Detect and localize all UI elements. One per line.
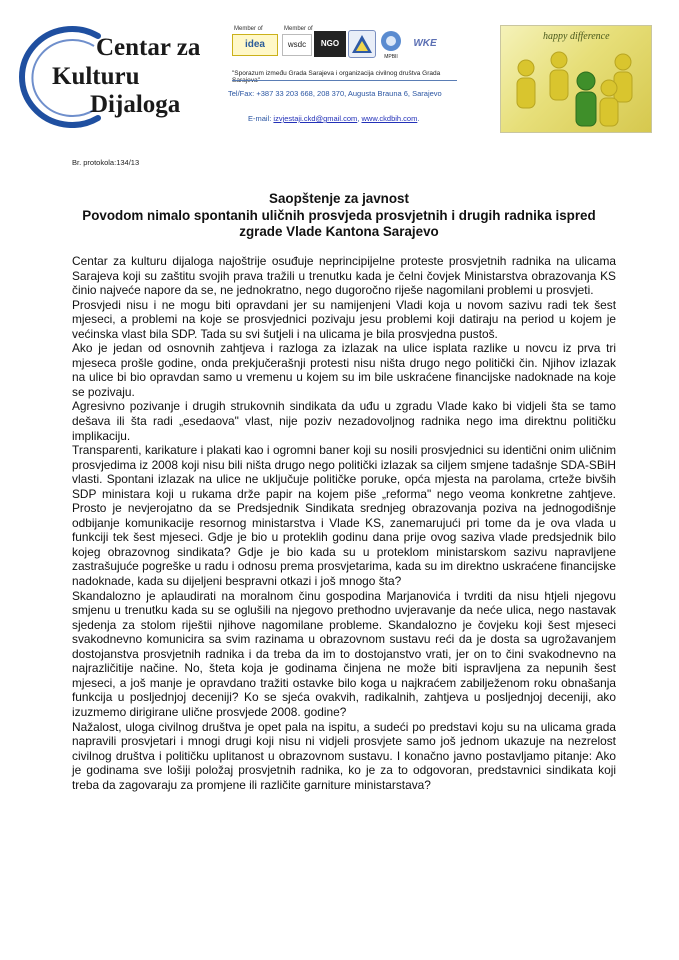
paragraph-3: Ako je jedan od osnovnih zahtjeva i razloga za izlazak na ulice isplata razlike u novcu iz prva tri mjeseca prošle godine, onda prekjučerašnji protesti nisu ništa drugo nego politički čin. Njihov izlazak na ulice bi bio opravdan samo u vremenu u kojem su im bile uskraćene financijske nadoknade na koje se pozivaju. bbox=[72, 341, 616, 399]
document-title bbox=[72, 191, 606, 241]
paragraph-6: Skandalozno je aplaudirati na moralnom činu gospodina Marjanovića i tvrditi da nisu htjeli njegovu smjenu u trenutku kada su se oglušili na njegovo prethodno uvjeravanje da neće ulica, nego nastavak sjedenja za stolom riještii njihove nagomilane probleme. Skandalozno je čovjeku koji šest mjeseci svakodnevno komunicira sa svim razinama u obrazovnom sustavu reći da je dosta sa ugrožavanjem dostojanstva prosvjetnih radnika i da treba da im to dostojanstvo vrati, jer on to čini svakodnevno na najrazličitije načine. No, šteta koja je godinama činjena ne može biti ispravljena za nepunih šest mjeseci, a još manje je opravdano tražiti ostavke bilo koga u najkraćem zabilježenom roku obnašanja funkcija u posljednjoj deceniji? Ko se sjeća ovakvih, radikalnih, zahtjeva u posljednjoj deceniji, ako izuzmemo dirigirane ulične prosvjede 2008. godine? bbox=[72, 588, 616, 719]
email-label: E-mail: bbox=[248, 114, 274, 123]
contact-info: Tel/Fax: +387 33 203 668, 208 370, Augusta Brauna 6, Sarajevo bbox=[228, 89, 442, 98]
agreement-text: "Sporazum između Grada Sarajeva i organizacija civilnog društva Grada bbox=[232, 70, 441, 77]
mpbii-logo: MPBII bbox=[378, 30, 404, 56]
paragraph-4: Agresivno pozivanje i drugih strukovnih sindikata da uđu u zgradu Vlade kako bi vidjeli šta se tamo dešava ili šta radi „esedaova" vlast, nije poziv nezadovoljnog radnika nego ima direktnu političku implikaciju. bbox=[72, 399, 616, 443]
ngo-council-logo: NGO bbox=[314, 31, 346, 57]
website-link[interactable]: www.ckdbih.com bbox=[361, 114, 418, 123]
member-of-label-1: Member of bbox=[234, 26, 263, 32]
title-line-2: Povodom nimalo spontanih uličnih prosvjeda prosvjetnih i drugih radnika ispred bbox=[82, 207, 596, 223]
member-of-label-2: Member of bbox=[284, 26, 313, 32]
protocol-number: Br. protokola:134/13 bbox=[72, 158, 140, 167]
happy-difference-image bbox=[500, 25, 652, 133]
email-separator: , bbox=[357, 114, 362, 123]
document-body bbox=[72, 254, 616, 792]
email-line bbox=[248, 114, 419, 123]
people-figures-icon bbox=[501, 26, 651, 132]
wke-logo: WKE bbox=[413, 38, 437, 49]
ckd-logo bbox=[6, 18, 206, 128]
title-line-1: Saopštenje za javnost bbox=[269, 191, 409, 206]
logo-line-2: Kulturu bbox=[52, 63, 140, 90]
paragraph-7: Nažalost, uloga civilnog društva je opet pala na ispitu, a sudeći po predstavi koju su na ulicama grada napravili prosvjetari i mnogi drugi koji nisu ni vidjeli prosvjete samo još jednom ukazuje na nezrelost civilnog društva i političku uplitanost u obrazovnom sustavu. I konačno javno postavljamo pitanje: Ako je godinama sve lošiji položaj prosvjetnih radnika, ko je za to odgovoran, predstavnici sindikata koji treba da zagovaraju za promjene ili različite garniture ministarstava? bbox=[72, 719, 616, 792]
logo-line-3: Dijaloga bbox=[90, 91, 181, 118]
member-badges bbox=[232, 26, 447, 70]
email-link[interactable]: izvjestaji.ckd@gmail.com bbox=[273, 114, 358, 123]
header-divider bbox=[232, 80, 457, 81]
wsdc-logo: wsdc bbox=[282, 34, 312, 56]
idea-logo: idea bbox=[232, 34, 278, 56]
paragraph-5: Transparenti, karikature i plakati kao i ogromni baner koji su nosili prosvjednici su identični onim uličnim prosvjedima iz 2008 koji nisu bili ništa drugo nego politički izlazak sa ciljem smjene tadašnje SDA-SBiH vlasti. Spontani izlazak na ulice ne uključuje političke poruke, opća mjesta na parolama, crteže bivših SDP ministara koji u rukama drže papir na kojem piše „reforma" nego veoma konkretne zahtjeve. Prosto je nevjerojatno da se Predsjednik Sindikata srednjeg obrazovanja poziva na jednogodišnje odbijanje komunikacije resornog ministarstva i Vlade KS, zanemarujući pri tome da je ova vlada u funkciji tek šest mjeseci. Gdje je bio u proteklih godinu dana prije ovog saziva vlade predsjednik bilo kojeg obrazovnog sindikata? Gdje je bio kada su u proteklom ministarskom sazivu napravljene zastrašujuće pogreške u radu i odnosu prema prosvjetarima, kada su im direktno uskraćene financijske nadoknade, kada su dijeljeni bespravni otkazi i još mnogo šta? bbox=[72, 443, 616, 589]
paragraph-1: Centar za kulturu dijaloga najoštrije osuđuje neprincipijelne proteste prosvjetnih radnika na ulicama Sarajeva koji su zaštitu svojih prava tražili u trenutku kada je čelni čovjek Ministarstva obrazovanja KS činio najveće napore da se, ne jednokratno, nego dugoročno riješe nagomilani problemi u prosvjeti. bbox=[72, 254, 616, 298]
happy-difference-text: happy difference bbox=[543, 31, 610, 42]
email-suffix: . bbox=[417, 114, 420, 123]
title-line-3: zgrade Vlade Kantona Sarajevo bbox=[239, 224, 439, 239]
triangle-emblem-icon bbox=[348, 30, 376, 58]
paragraph-2: Prosvjedi nisu i ne mogu biti opravdani jer su namijenjeni Vladi koja u novom sazivu radi tek šest mjeseci, a problemi na koje se prosvjednici pozivaju jesu problemi koji datiraju na period u kojem je većinska vlast bila SDP. Tada su svi šutjeli i na ulicama je bila prosvjedna pustoš. bbox=[72, 297, 616, 341]
logo-line-1: Centar za bbox=[96, 34, 201, 61]
